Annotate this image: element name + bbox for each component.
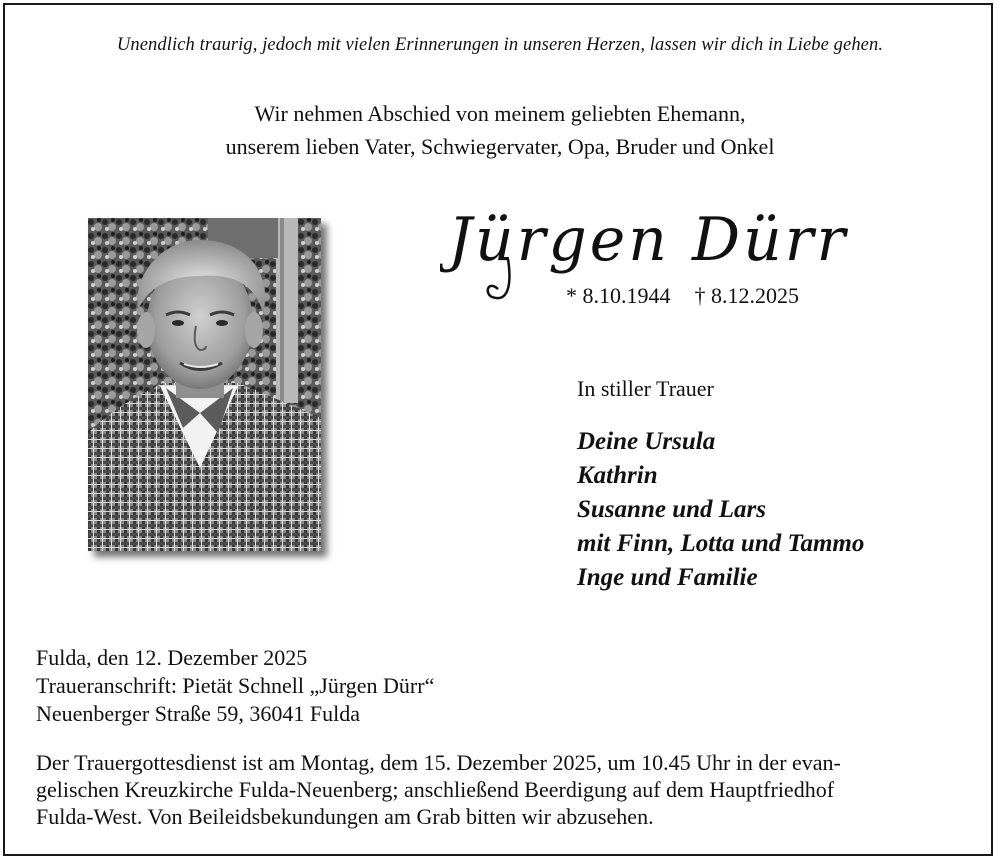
life-dates [566, 283, 799, 309]
mourner-name: Inge und Familie [577, 564, 758, 591]
service-info [36, 749, 841, 830]
mourner-name: Susanne und Lars [577, 496, 766, 523]
street-address: Neuenberger Straße 59, 36041 Fulda [36, 701, 361, 726]
intro-line-1: Wir nehmen Abschied von meinem geliebten Ehemann, [254, 101, 746, 126]
intro-line-2: unserem lieben Vater, Schwiegervater, Opa, Bruder und Onkel [225, 134, 775, 159]
mourners-list [577, 425, 864, 595]
address-block [36, 644, 434, 728]
mourner-name: mit Finn, Lotta und Tammo [577, 530, 865, 557]
place-date: Fulda, den 12. Dezember 2025 [36, 645, 308, 670]
service-line-1: Der Trauergottesdienst ist am Montag, dem 15. Dezember 2025, um 10.45 Uhr in der evan- [36, 750, 841, 775]
intro-text [0, 97, 1000, 163]
mourner-name: Deine Ursula [577, 428, 716, 455]
portrait-photo [88, 218, 321, 551]
mourning-address: Traueranschrift: Pietät Schnell „Jürgen Dürr“ [36, 673, 435, 698]
birth-date: * 8.10.1944 [566, 283, 671, 308]
deceased-name-text: Jürgen Dürr [448, 205, 849, 275]
service-line-3: Fulda-West. Von Beileidsbekundungen am Grab bitten wir abzusehen. [36, 804, 654, 829]
mourner-name: Kathrin [577, 462, 658, 489]
motto-line: Unendlich traurig, jedoch mit vielen Erinnerungen in unseren Herzen, lassen wir dich in Liebe gehen. [116, 35, 884, 55]
death-date: † 8.12.2025 [694, 283, 799, 308]
service-line-2: gelischen Kreuzkirche Fulda-Neuenberg; anschließend Beerdigung auf dem Hauptfriedhof [36, 777, 835, 802]
portrait-image [88, 218, 321, 551]
mourning-label: In stiller Trauer [577, 376, 714, 401]
